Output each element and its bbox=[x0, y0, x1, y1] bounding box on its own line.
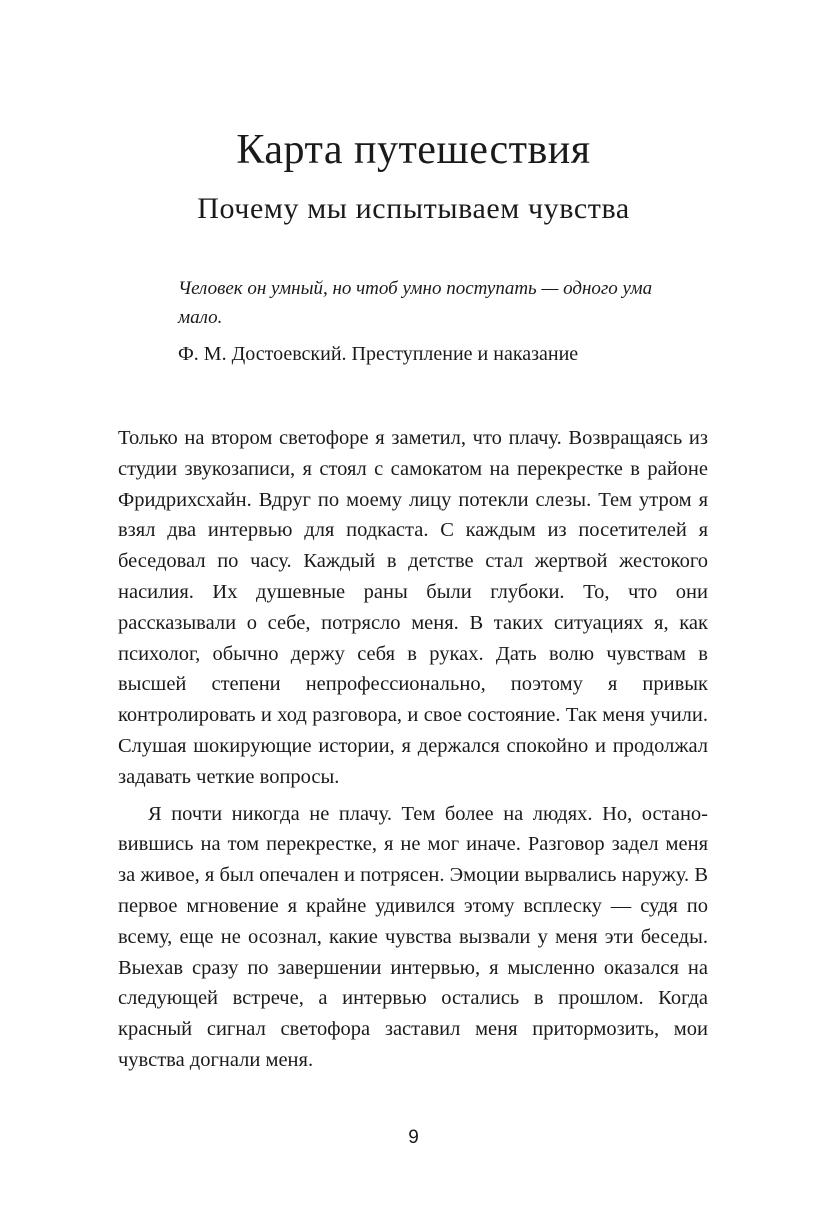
paragraph-1: Только на втором светофоре я заметил, что плачу. Возвращаясь из студии звукозаписи, я стоял с самокатом на перекрестке в районе Фридрихсхайн. Вдруг по моему лицу потекли слезы. Тем утром я взял два интервью для подкаста. С каждым из посетителей я беседовал по часу. Каждый в детстве стал жертвой жестокого насилия. Их душевные раны были глубоки. То, что они рассказывали о себе, потрясло меня. В таких ситуациях я, как психолог, обычно держу себя в руках. Дать волю чувствам в высшей степени непрофессионально, поэтому я привык контролировать и ход разговора, и свое состояние. Так меня учили. Слушая шокирующие истории, я держался спокойно и продолжал задавать четкие вопросы. bbox=[118, 427, 708, 788]
epigraph bbox=[178, 274, 668, 369]
chapter-title: Карта путешествия bbox=[236, 127, 591, 173]
epigraph-source: Ф. М. Достоевский. Преступление и наказание bbox=[178, 343, 579, 365]
page-number: 9 bbox=[408, 1127, 419, 1148]
epigraph-quote: Человек он умный, но чтоб умно поступать — одного ума мало. bbox=[178, 278, 653, 328]
body-text bbox=[118, 423, 708, 1076]
paragraph-2: Я почти никогда не плачу. Тем более на людях. Но, остановившись на том перекрестке, я не мог иначе. Разговор задел меня за живое, я был опечален и потрясен. Эмоции вырвались наружу. В первое мгновение я крайне удивился этому всплеску — судя по всему, еще не осознал, какие чувства вызвали у меня эти беседы. Выехав сразу по завершении интервью, я мысленно оказался на следующей встрече, а интервью остались в прошлом. Когда красный сигнал светофора заставил меня притормозить, мои чувства догнали меня. bbox=[118, 802, 708, 1071]
chapter-subtitle: Почему мы испытываем чувства bbox=[197, 192, 630, 225]
